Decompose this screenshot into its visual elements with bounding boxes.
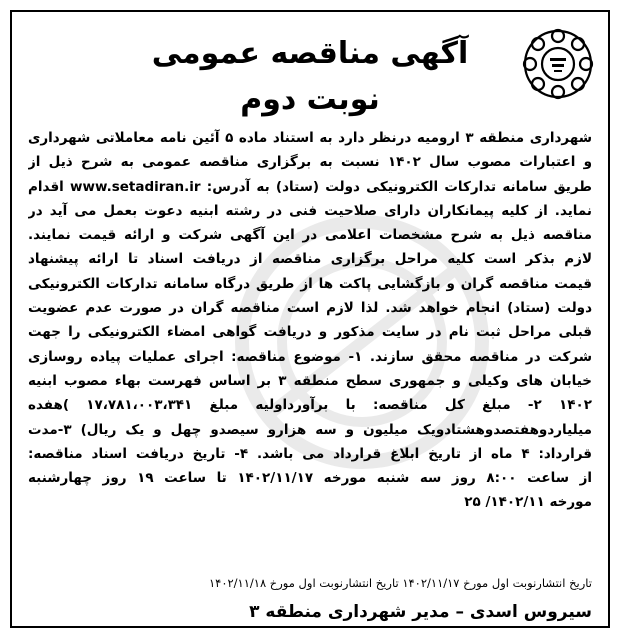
notice-body <box>28 126 592 515</box>
body-line: میلیاردوهفتصدوهشتادویک میلیون و سه هزارو سیصدو چهل و یک ریال) ۳-مدت <box>28 421 592 438</box>
body-line: از ساعت ۸:۰۰ روز سه شنبه مورخه ۱۴۰۲/۱۱/۱۷ تا ساعت ۱۹ روز چهارشنبه <box>28 470 592 487</box>
body-line: و اعتبارات مصوب سال ۱۴۰۲ نسبت به برگزاری مناقصه عمومی به شرح ذیل از <box>28 154 592 171</box>
body-line: مناقصه ذیل به شرح مشخصات اعلامی در این آگهی شرکت و ارائه قیمت نمایند. <box>28 227 592 244</box>
body-line: ۱۴۰۲ ۲- مبلغ کل مناقصه: با برآورداولیه مبلغ ۱۷،۷۸۱،۰۰۳،۳۴۱ )هفده <box>28 397 592 414</box>
notice-frame <box>10 10 610 628</box>
body-line: شرکت در مناقصه محقق سازند. ۱- موضوع مناقصه: اجرای عملیات پیاده روسازی <box>28 348 592 365</box>
urmia-municipality-logo-icon <box>522 28 594 100</box>
body-line: مورخه ۱۴۰۲/۱۱/ ۲۵ <box>464 494 592 511</box>
body-line: خیابان های وکیلی و جمهوری سطح منطقه ۳ بر اساس فهرست بهاء مصوب ابنیه <box>28 372 592 389</box>
publication-dates: تاریخ انتشارنوبت اول مورخ ۱۴۰۲/۱۱/۱۷ تاریخ انتشارنوبت اول مورخ ۱۴۰۲/۱۱/۱۸ <box>208 576 592 590</box>
body-line: شهرداری منطقه ۳ ارومیه درنظر دارد به استناد ماده ۵ آئین نامه معاملاتی شهرداری <box>28 130 592 146</box>
body-line: نماید. از کلیه پیمانکاران دارای صلاحیت فنی در رشته ابنیه دعوت بعمل می آید در <box>28 202 592 219</box>
body-line: لازم بذکر است کلیه مراحل برگزاری مناقصه از دریافت اسناد تا ارائه پیشنهاد <box>28 251 592 268</box>
body-line: دولت (ستاد) انجام خواهد شد. لذا لازم است مناقصه گران در صورت عدم عضویت <box>28 300 592 317</box>
body-line: قیمت مناقصه گران و بازگشایی پاکت ها از طریق درگاه سامانه تدارکات الکترونیکی <box>28 275 592 292</box>
body-line: قبلی مراحل ثبت نام در سایت مذکور و دریافت گواهی امضاء الکترونیکی را جهت <box>28 324 592 341</box>
notice-title: آگهی مناقصه عمومی <box>151 36 469 71</box>
signature: سیروس اسدی – مدیر شهرداری منطقه ۳ <box>249 602 592 622</box>
notice-subtitle: نوبت دوم <box>240 82 380 117</box>
body-line: طریق سامانه تدارکات الکترونیکی دولت (ستاد) به آدرس: www.setadiran.ir اقدام <box>28 178 592 195</box>
body-line: قرارداد: ۴ ماه از تاریخ ابلاغ قرارداد می باشد. ۴- تاریخ دریافت اسناد مناقصه: <box>28 445 592 462</box>
